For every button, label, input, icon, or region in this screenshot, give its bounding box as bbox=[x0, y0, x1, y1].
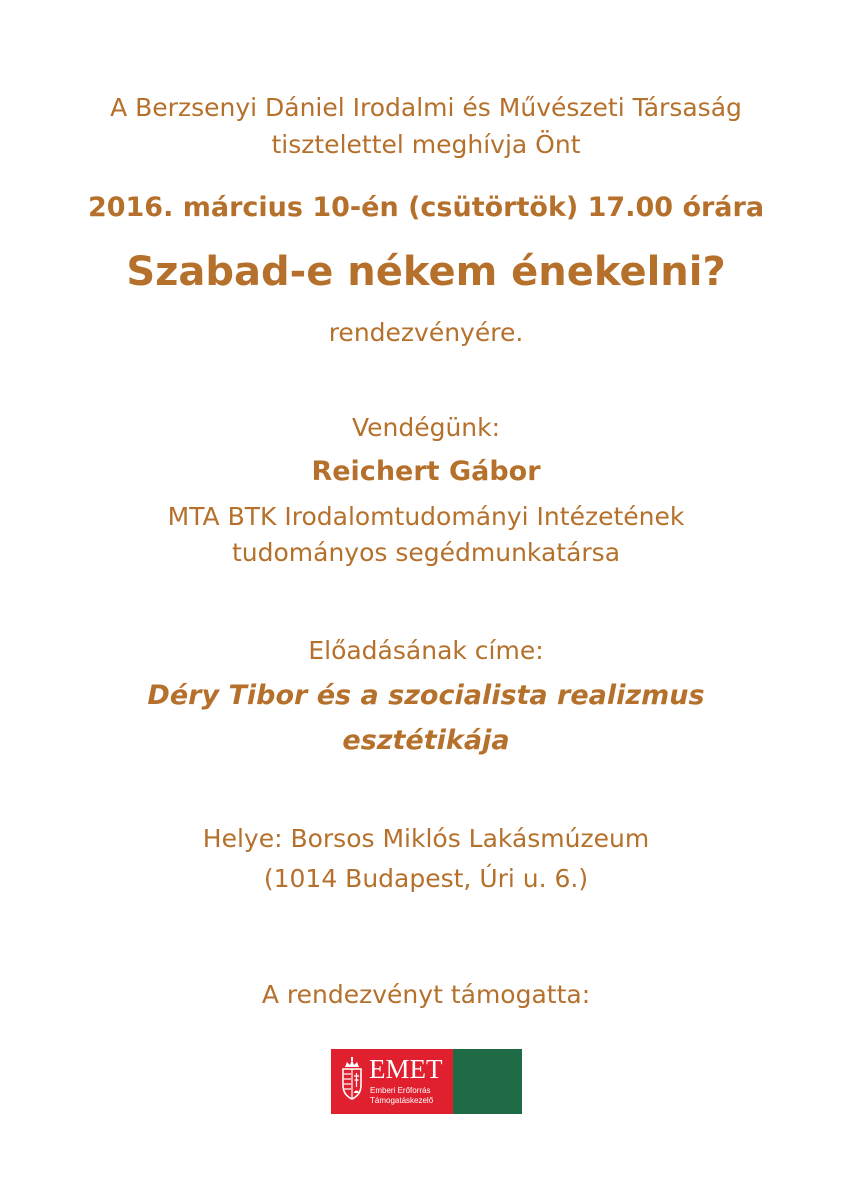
logo-word: EMET bbox=[369, 1054, 443, 1084]
host-line-2: tisztelettel meghívja Önt bbox=[271, 130, 581, 159]
logo-subtitle-line-2: Támogatáskezelő bbox=[370, 1096, 434, 1105]
emet-logo bbox=[331, 1049, 522, 1114]
venue-line-1: Helye: Borsos Miklós Lakásmúzeum bbox=[202, 824, 650, 853]
event-title: Szabad-e nékem énekelni? bbox=[126, 249, 726, 295]
logo-red-panel bbox=[331, 1049, 453, 1114]
host-line-1: A Berzsenyi Dániel Irodalmi és Művészeti Társaság bbox=[110, 93, 742, 122]
guest-name: Reichert Gábor bbox=[311, 456, 541, 487]
venue-line-2: (1014 Budapest, Úri u. 6.) bbox=[263, 864, 589, 893]
event-date: 2016. március 10-én (csütörtök) 17.00 órára bbox=[87, 192, 765, 223]
lecture-title-line-1: Déry Tibor és a szocialista realizmus bbox=[147, 680, 705, 711]
guest-role-line-2: tudományos segédmunkatársa bbox=[231, 538, 621, 567]
logo-subtitle-line-1: Emberi Erőforrás bbox=[370, 1086, 431, 1095]
guest-role-line-1: MTA BTK Irodalomtudományi Intézetének bbox=[167, 502, 685, 531]
sponsor-label: A rendezvényt támogatta: bbox=[261, 980, 591, 1009]
hungarian-crest-icon bbox=[339, 1057, 365, 1105]
logo-green-panel bbox=[453, 1049, 522, 1114]
lecture-title-line-2: esztétikája bbox=[342, 725, 510, 756]
event-suffix: rendezvényére. bbox=[328, 318, 524, 347]
lecture-label: Előadásának címe: bbox=[308, 636, 544, 665]
guest-label: Vendégünk: bbox=[351, 413, 501, 442]
